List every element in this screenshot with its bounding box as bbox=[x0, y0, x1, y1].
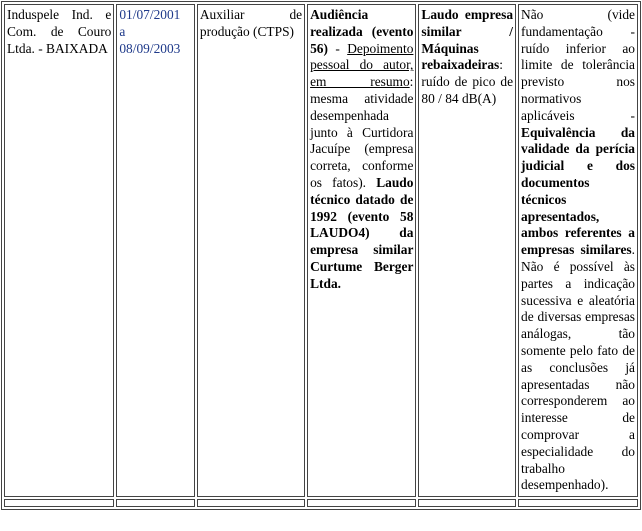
role-cell bbox=[197, 4, 305, 497]
table-row bbox=[4, 499, 638, 507]
evidence-table bbox=[1, 1, 641, 510]
period-end: 08/09/2003 bbox=[119, 40, 181, 56]
evidence-cell bbox=[307, 4, 416, 497]
period-connector: a bbox=[119, 23, 126, 39]
role-text: Auxiliar de produção (CTPS) bbox=[199, 7, 303, 39]
empty-cell bbox=[4, 499, 114, 507]
empty-cell bbox=[197, 499, 305, 507]
evidence-text bbox=[310, 7, 413, 293]
report-cell bbox=[418, 4, 516, 497]
report-text bbox=[421, 7, 513, 108]
period-cell bbox=[116, 4, 195, 497]
empty-cell bbox=[116, 499, 195, 507]
period-start: 01/07/2001 bbox=[119, 7, 181, 22]
table-row bbox=[4, 4, 638, 497]
empty-cell bbox=[418, 499, 516, 507]
decision-text bbox=[521, 7, 635, 494]
decision-rest: . Não é possível às partes a indicação sucessiva e aleatória de diversas empresas análogas, tão somente pelo fato de as conclusões já apresentadas não corresponderem ao interesse de comprovar a especialidade do trabalho desempenhado). bbox=[521, 242, 635, 493]
evidence-dash: - bbox=[327, 40, 348, 56]
report-detail: : ruído de pico de 80 / 84 dB(A) bbox=[421, 57, 514, 106]
empty-cell bbox=[307, 499, 416, 507]
testimony-text: : mesma atividade desempenhada junto à Curtidora Jacuípe (empresa correta, conforme os fatos). bbox=[310, 74, 414, 190]
report-title: Laudo empresa similar / Máquinas rebaixadeiras bbox=[421, 7, 514, 73]
decision-intro: Não (vide fundamentação - ruído inferior ao limite de tolerância previsto nos normativos aplicáveis - bbox=[521, 7, 635, 123]
decision-cell bbox=[518, 4, 638, 497]
document-table-frame bbox=[1, 1, 641, 531]
hearing-label: Audiência realizada (evento 56) bbox=[310, 7, 414, 56]
testimony-label: Depoimento pessoal do autor, em resumo bbox=[310, 40, 414, 90]
decision-emphasis: Equivalência da validade da perícia judicial e dos documentos técnicos apresentados, ambos referentes a empresas similares bbox=[521, 124, 635, 258]
company-cell bbox=[4, 4, 114, 497]
technical-report-text: Laudo técnico datado de 1992 (evento 58 LAUDO4) da empresa similar Curtume Berger Ltda. bbox=[310, 174, 414, 291]
company-name: Induspele Ind. e Com. de Couro Ltda. - BAIXADA bbox=[7, 7, 112, 56]
empty-cell bbox=[518, 499, 638, 507]
